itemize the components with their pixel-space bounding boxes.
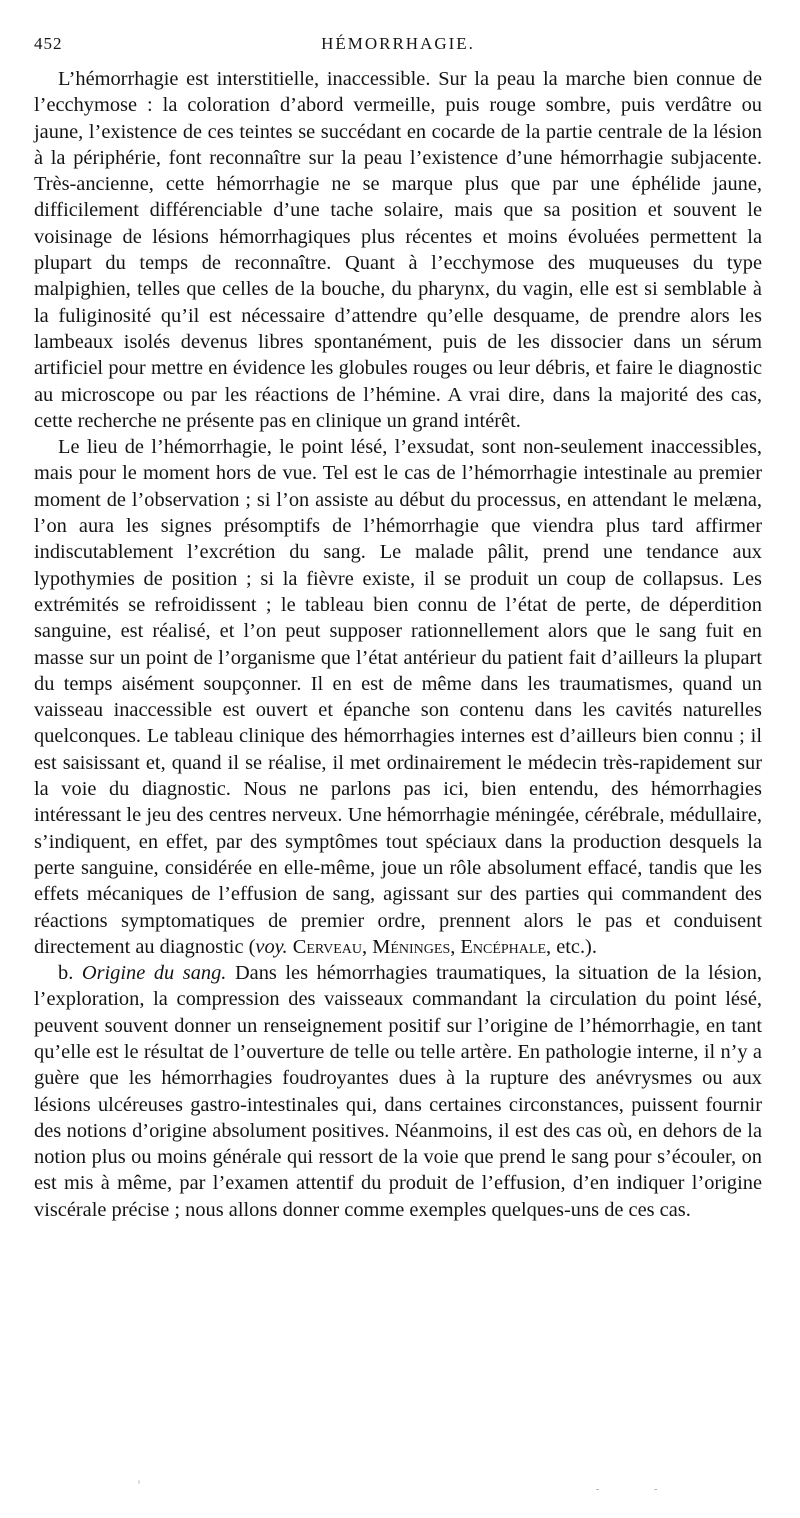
page-footer-marks (0, 1478, 800, 1498)
paragraph-1: L’hémorrhagie est interstitielle, inaccessible. Sur la peau la marche bien connue de l’ecchymose : la coloration d’abord vermeille, puis rouge sombre, puis verdâtre ou jaune, l’existence de ces teintes se succédant en cocarde de la partie centrale de la lésion à la périphérie, font reconnaître sur la peau l’existence d’une hémorrhagie subjacente. Très-ancienne, cette hémorrhagie ne se marque plus que par une éphélide jaune, difficilement différenciable d’une tache solaire, mais que sa position et souvent le voisinage de lésions hémorrhagiques plus récentes et moins évoluées permettent la plupart du temps de reconnaître. Quant à l’ecchymose des muqueuses du type malpighien, telles que celles de la bouche, du pharynx, du vagin, elle est si semblable à la fuliginosité qu’il est nécessaire d’attendre qu’elle desquame, de prendre alors les lambeaux isolés devenus libres spontanément, puis de les dissocier dans un sérum artificiel pour mettre en évidence les globules rouges ou leur débris, et faire le diagnostic au microscope ou par les réactions de l’hémine. A vrai dire, dans la majorité des cas, cette recherche ne présente pas en clinique un grand intérêt. (34, 68, 762, 432)
footer-mark-3: - (654, 1484, 658, 1495)
paragraph-2-text: Le lieu de l’hémorrhagie, le point lésé, l’exsudat, sont non-seulement inaccessibles, mais pour le moment hors de vue. Tel est le cas de l’hémorrhagie intestinale au premier moment de l’observation ; si l’on assiste au début du processus, en attendant le melæna, l’on aura les signes présomptifs de l’hémorrhagie que viendra plus tard affirmer indiscutablement l’excrétion du sang. Le malade pâlit, prend une tendance aux lypothymies de position ; si la fièvre existe, il se produit un coup de collapsus. Les extrémités se refroidissent ; le tableau bien connu de l’état de perte, de déperdition sanguine, est réalisé, et l’on peut supposer rationnellement alors que le sang fuit en masse sur un point de l’organisme que l’état antérieur du patient fait d’ailleurs la plupart du temps aisément soupçonner. Il en est de même dans les traumatismes, quand un vaisseau inaccessible est ouvert et épanche son contenu dans les cavités naturelles quelconques. Le tableau clinique des hémorrhagies internes est d’ailleurs bien connu ; il est saisissant et, quand il se réalise, il met ordinairement le médecin très-rapidement sur la voie du diagnostic. Nous ne parlons pas ici, bien entendu, des hémorrhagies intéressant le jeu des centres nerveux. Une hémorrhagie méningée, cérébrale, médullaire, s’indiquent, en effet, par des symptômes tout spéciaux dans la production desquels la perte sanguine, considérée en elle-même, joue un rôle absolument effacé, tandis que les effets mécaniques de l’effusion de sang, agissant sur des parties qui commandent des réactions symptomatiques de premier ordre, prennent alors le pas et conduisent directement au diagnostic ( (34, 436, 762, 958)
section-letter: b. (58, 962, 74, 985)
paragraph-3-text: Dans les hémorrhagies traumatiques, la situation de la lésion, l’exploration, la compression des vaisseaux commandant la circulation du point lésé, peuvent souvent donner un renseignement positif sur l’origine de l’hémorrhagie, en tant qu’elle est le résultat de l’ouverture de telle ou telle artère. En pathologie interne, il n’y a guère que les hémorrhagies foudroyantes dues à la rupture des anévrysmes ou aux lésions ulcéreuses gastro-intestinales qui, dans certaines circonstances, puissent fournir des notions d’origine absolument positives. Néanmoins, il est des cas où, en dehors de la notion plus ou moins générale qui ressort de la voie que prend le sang pour s’écouler, on est mis à même, par l’examen attentif du produit de l’effusion, d’en indiquer l’origine viscérale précise ; nous allons donner comme exemples quelques-uns de ces cas. (34, 962, 762, 1221)
paragraph-2-end: etc.). (551, 935, 597, 958)
section-heading: Origine du sang. (73, 962, 227, 985)
cross-references: Cerveau, Méninges, Encéphale, (287, 935, 552, 958)
body-text (34, 66, 762, 1223)
paragraph-2 (34, 434, 762, 960)
page-header (34, 34, 762, 64)
running-title: HÉMORRHAGIE. (321, 34, 475, 53)
footer-mark-2: - (596, 1484, 600, 1495)
footer-mark-1: ˢ (138, 1478, 141, 1489)
paragraph-3 (34, 960, 762, 1223)
page-number: 452 (34, 34, 63, 53)
voy-abbreviation: voy. (255, 935, 288, 958)
